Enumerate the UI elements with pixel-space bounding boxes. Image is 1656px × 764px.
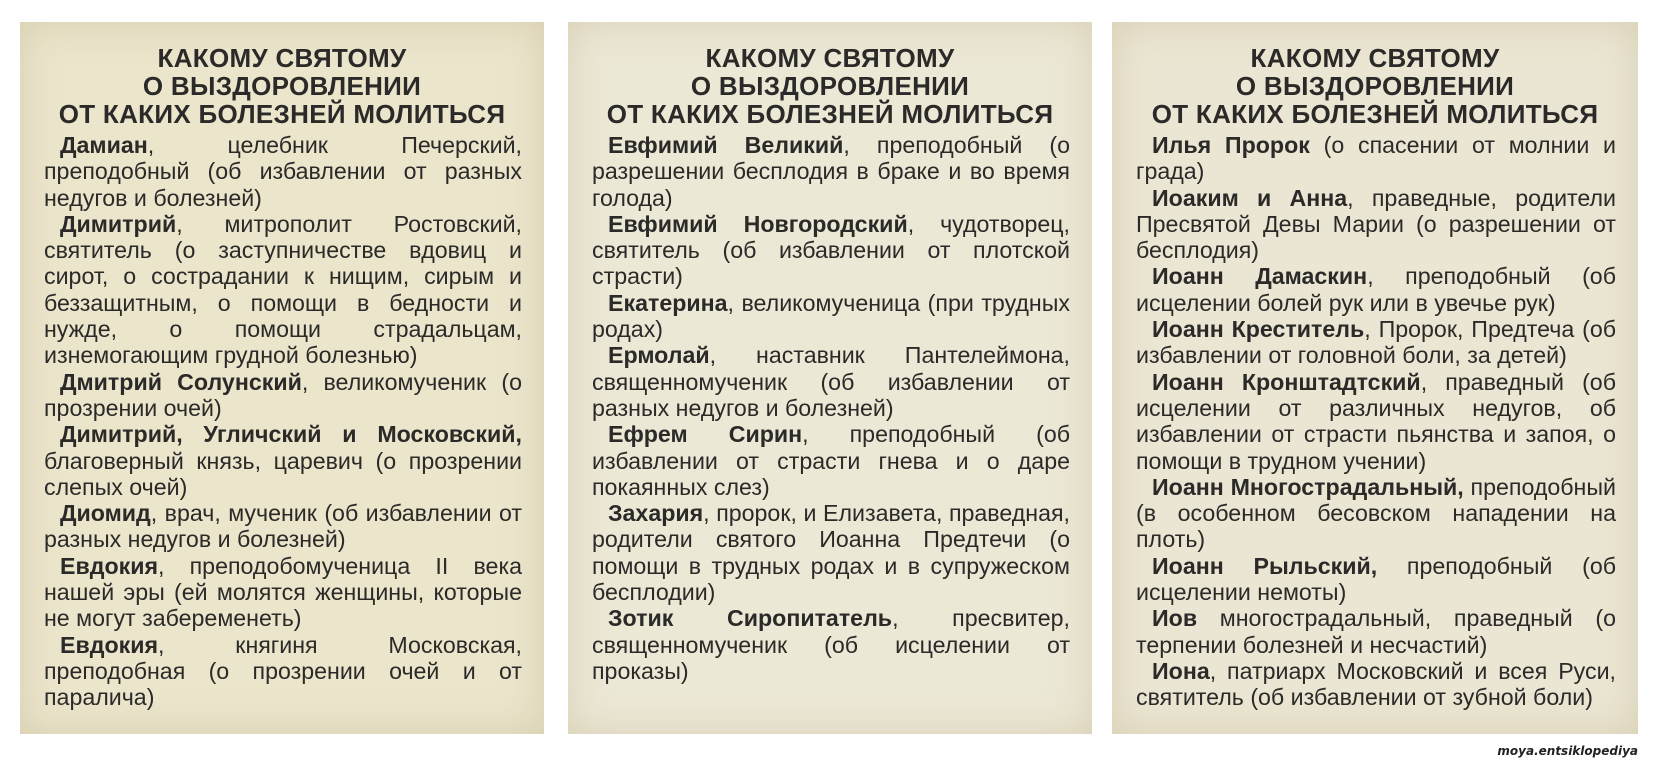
column-title (1112, 44, 1638, 128)
saint-entry (1136, 553, 1616, 606)
saint-description: , преподобный (об избавлении от страсти гнева и о даре покаянных слез) (592, 421, 1070, 500)
saint-name: Иоанн Дамаскин (1152, 263, 1368, 290)
saint-name: Иоанн Рыльский, (1152, 552, 1378, 579)
column-title (568, 44, 1092, 128)
saint-description: , патриарх Московский и всея Руси, святитель (об избавлении от зубной боли) (1136, 657, 1616, 711)
saint-name: Дамиан (60, 132, 148, 158)
saint-description: преподобный (в особенном бесовском нападении на плоть) (1136, 473, 1616, 553)
title-line: КАКОМУ СВЯТОМУ (157, 43, 407, 73)
title-line: ОТ КАКИХ БОЛЕЗНЕЙ МОЛИТЬСЯ (58, 99, 506, 129)
saint-entry (1136, 263, 1616, 316)
entry-list (568, 132, 1092, 684)
saint-description: , праведный (об исцелении от различных недугов, об избавлении от страсти пьянства и запоя, о помощи в трудном учении) (1136, 368, 1616, 474)
saint-name: Евдокия (60, 552, 158, 579)
saint-description: , наставник Пантелеймона, священномученик (об избавлении от разных недугов и болезней) (592, 342, 1070, 421)
column-title (20, 44, 544, 128)
saint-entry (44, 421, 522, 500)
saint-entry (592, 290, 1070, 343)
saint-name: Евдокия (60, 631, 158, 658)
saint-description: многострадальный, праведный (о терпении болезней и несчастий) (1136, 605, 1616, 658)
saint-entry (592, 211, 1070, 290)
saint-name: Иоанн Кронштадтский (1152, 368, 1421, 395)
saint-entry (44, 500, 522, 553)
saint-entry (592, 605, 1070, 684)
saint-name: Евфимий Великий (608, 132, 844, 158)
saint-name: Ермолай (608, 342, 710, 369)
saint-description: , врач, мученик (об избавлении от разных недугов и болезней) (44, 500, 522, 553)
saint-name: Иов (1152, 605, 1198, 632)
saint-description: , чудотворец, святитель (об избавлении от плотской страсти) (592, 210, 1071, 290)
saint-entry (1136, 132, 1616, 185)
saint-description: , митрополит Ростовский, святитель (о заступничестве вдовиц и сирот, о сострадании к нищим, сирым и беззащитным, о помощи в бедности и нужде, о помощи страдальцам, изнемогающим грудной болезнью) (44, 210, 522, 369)
saint-entry (44, 211, 522, 369)
saint-description: , Пророк, Предтеча (об избавлении от головной боли, за детей) (1136, 316, 1616, 369)
saint-description: , великомученик (о прозрении очей) (44, 368, 522, 421)
saint-entry (44, 632, 522, 711)
saint-name: Иоанн Многострадальный, (1152, 473, 1464, 500)
title-line: ОТ КАКИХ БОЛЕЗНЕЙ МОЛИТЬСЯ (1151, 99, 1599, 129)
title-line: О ВЫЗДОРОВЛЕНИИ (690, 71, 970, 101)
saint-description: , пресвитер, священномученик (об исцелении от проказы) (592, 605, 1070, 684)
saint-name: Димитрий (60, 210, 177, 237)
saint-name: Екатерина (608, 289, 728, 316)
saint-entry (44, 553, 522, 632)
saint-entry (1136, 474, 1616, 553)
saint-entry (592, 500, 1070, 605)
saint-entry (592, 132, 1070, 211)
saint-name: Иона (1152, 657, 1210, 684)
saint-entry (1136, 369, 1616, 474)
saint-entry (1136, 658, 1616, 711)
saint-name: Диомид (60, 500, 151, 527)
clipping-column-2 (568, 22, 1092, 734)
title-line: О ВЫЗДОРОВЛЕНИИ (1235, 71, 1515, 101)
saint-name: Иоаким и Анна (1152, 184, 1348, 211)
saint-name: Дмитрий Солунский (60, 368, 302, 395)
saint-entry (44, 369, 522, 422)
saint-description: , преподобный (о разрешении бесплодия в браке и во время голода) (592, 132, 1070, 211)
saint-description: , великомученица (при трудных родах) (592, 289, 1070, 343)
watermark: moya.entsiklopediya (1497, 744, 1638, 758)
saint-entry (592, 421, 1070, 500)
saint-description: , преподобный (об исцелении болей рук или в увечье рук) (1136, 263, 1616, 316)
saint-entry (592, 342, 1070, 421)
saint-description: , праведные, родители Пресвятой Девы Марии (о разрешении от бесплодия) (1136, 184, 1616, 264)
saint-name: Зотик Сиропитатель (608, 605, 893, 632)
clipping-column-1 (20, 22, 544, 734)
saint-name: Захария (608, 500, 704, 527)
saint-description: , княгиня Московская, преподобная (о прозрении очей и от паралича) (44, 631, 522, 711)
saint-name: Димитрий, Угличский и Московский, (60, 421, 522, 448)
saint-description: , пророк, и Елизавета, праведная, родители святого Иоанна Предтечи (о помощи в трудных родах и в супружеском бесплодии) (592, 500, 1070, 606)
saint-description: (о спасении от молнии и града) (1136, 132, 1616, 185)
saint-description: благоверный князь, царевич (о прозрении слепых очей) (44, 447, 522, 500)
saint-description: , преподобомученица II века нашей эры (ей молятся женщины, которые не могут забеременеть) (44, 552, 522, 632)
saint-entry (1136, 605, 1616, 658)
title-line: КАКОМУ СВЯТОМУ (1250, 43, 1500, 73)
entry-list (20, 132, 544, 711)
saint-description: , целебник Печерский, преподобный (об избавлении от разных недугов и болезней) (44, 132, 522, 211)
saint-name: Евфимий Новгородский (608, 210, 908, 237)
saint-description: преподобный (об исцелении немоты) (1136, 552, 1616, 606)
clipping-column-3 (1112, 22, 1638, 734)
saint-entry (1136, 316, 1616, 369)
saint-entry (1136, 185, 1616, 264)
entry-list (1112, 132, 1638, 711)
saint-name: Ефрем Сирин (608, 421, 803, 448)
saint-entry (44, 132, 522, 211)
saint-name: Илья Пророк (1152, 132, 1310, 158)
title-line: ОТ КАКИХ БОЛЕЗНЕЙ МОЛИТЬСЯ (606, 99, 1054, 129)
saint-name: Иоанн Креститель (1152, 316, 1365, 343)
title-line: О ВЫЗДОРОВЛЕНИИ (142, 71, 422, 101)
title-line: КАКОМУ СВЯТОМУ (705, 43, 955, 73)
